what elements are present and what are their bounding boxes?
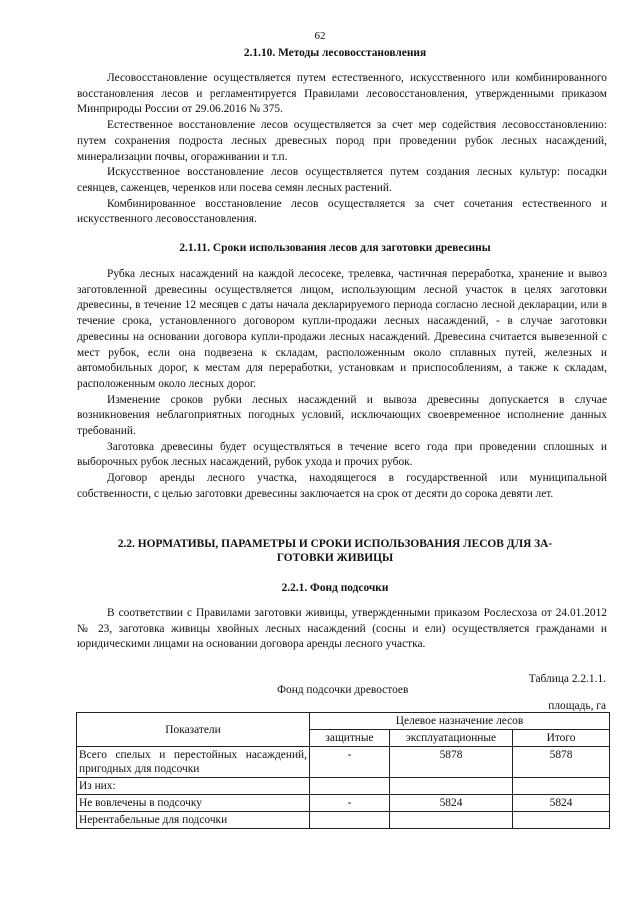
section-heading-reforestation-methods: 2.1.10. Методы лесовосстановления <box>243 47 427 59</box>
paragraph: Естественное восстановление лесов осуществляется за счет мер содействия лесовосстановлению: путем сохранения подроста лесных древесных пород при проведении рубок лесных насаждений, минерализации почвы, огораживании и т.п. <box>77 119 607 163</box>
table-header-row <box>77 713 610 730</box>
row-label: Из них: <box>77 778 310 795</box>
paragraph: Лесовосстановление осуществляется путем естественного, искусственного или комбинированного восстановления лесов и регламентируется Правилами лесовосстановления, утвержденными приказом Минприроды России от 29.06.2016 № 375. <box>77 72 607 116</box>
paragraph: Рубка лесных насаждений на каждой лесосеке, трелевка, частичная переработка, хранение и вывоз заготовленной древесины осуществляется лицом, использующим лесной участок в целях заготовки древесины, в течение 12 месяцев с даты начала декларируемого периода согласно лесной декларации, или в течение срока, установленного договором купли-продажи лесных насаждений, - в случае заготовки древесины на основании договора купли-продажи лесных насаждений. Древесина считается вывезенной с мест рубок, если она подвезена к складам, расположенным около сплавных путей, железных и автомобильных дорог, к местам для переработки, установкам и приспособлениям, а также к складам, расположенным около лесных дорог. <box>77 268 607 390</box>
cell-total <box>513 812 610 829</box>
cell-exploitation <box>390 812 513 829</box>
cell-total: 5878 <box>513 747 610 778</box>
row-label: Нерентабельные для подсочки <box>77 812 310 829</box>
paragraph: Заготовка древесины будет осуществляться в течение всего года при проведении сплошных и выборочных рубок лесных насаждений, рубок ухода и прочих рубок. <box>77 440 607 469</box>
section-heading-tapping-fund: 2.2.1. Фонд подсочки <box>281 582 389 594</box>
section-body-tapping-fund <box>77 606 607 653</box>
paragraph: Искусственное восстановление лесов осуществляется путем создания лесных культур: посадки сеянцев, саженцев, черенков или посева семян лесных растений. <box>77 166 607 194</box>
header-exploitation: эксплуатационные <box>390 730 513 747</box>
table-units: площадь, га <box>548 700 606 712</box>
cell-exploitation <box>390 778 513 795</box>
cell-total: 5824 <box>513 795 610 812</box>
cell-protective: - <box>310 795 390 812</box>
table-title: Фонд подсочки древостоев <box>277 684 409 696</box>
chapter-heading-resin-line2: ГОТОВКИ ЖИВИЦЫ <box>276 552 394 564</box>
table-row <box>77 795 610 812</box>
section-body-reforestation-methods <box>77 71 607 228</box>
section-heading-timber-harvest-terms: 2.1.11. Сроки использования лесов для заготовки древесины <box>179 242 491 254</box>
row-label: Не вовлечены в подсочку <box>77 795 310 812</box>
paragraph: Комбинированное восстановление лесов осуществляется за счет сочетания естественного и искусственного лесовосстановления. <box>77 197 607 226</box>
section-body-timber-harvest-terms <box>77 267 607 503</box>
header-total: Итого <box>513 730 610 747</box>
cell-protective <box>310 812 390 829</box>
header-target-purpose: Целевое назначение лесов <box>310 713 610 730</box>
table-row <box>77 778 610 795</box>
header-protective: защитные <box>310 730 390 747</box>
header-indicator: Показатели <box>77 713 310 747</box>
tapping-fund-table <box>76 712 610 829</box>
row-label: Всего спелых и перестойных насаждений, пригодных для подсочки <box>77 747 310 778</box>
cell-protective <box>310 778 390 795</box>
paragraph: Изменение сроков рубки лесных насаждений и вывоза древесины допускается в случае возникновения неблагоприятных погодных условий, исключающих своевременное исполнение данных требований. <box>77 393 607 438</box>
paragraph: Договор аренды лесного участка, находящегося в государственной или муниципальной собственности, с целью заготовки древесины заключается на срок от десяти до сорока девяти лет. <box>77 472 607 500</box>
cell-exploitation: 5824 <box>390 795 513 812</box>
cell-exploitation: 5878 <box>390 747 513 778</box>
table-number: Таблица 2.2.1.1. <box>528 673 606 685</box>
cell-protective: - <box>310 747 390 778</box>
table-row <box>77 747 610 778</box>
cell-total <box>513 778 610 795</box>
chapter-heading-resin-line1: 2.2. НОРМАТИВЫ, ПАРАМЕТРЫ И СРОКИ ИСПОЛЬЗОВАНИЯ ЛЕСОВ ДЛЯ ЗА- <box>117 538 553 550</box>
table-row <box>77 812 610 829</box>
paragraph: В соответствии с Правилами заготовки живицы, утвержденными приказом Рослесхоза от 24.01.2012 № 23, заготовка живицы хвойных лесных насаждений (сосны и ели) осуществляется гражданами и юридическими лицами на основании договора аренды лесного участка. <box>77 607 607 651</box>
page-number: 62 <box>314 30 326 42</box>
